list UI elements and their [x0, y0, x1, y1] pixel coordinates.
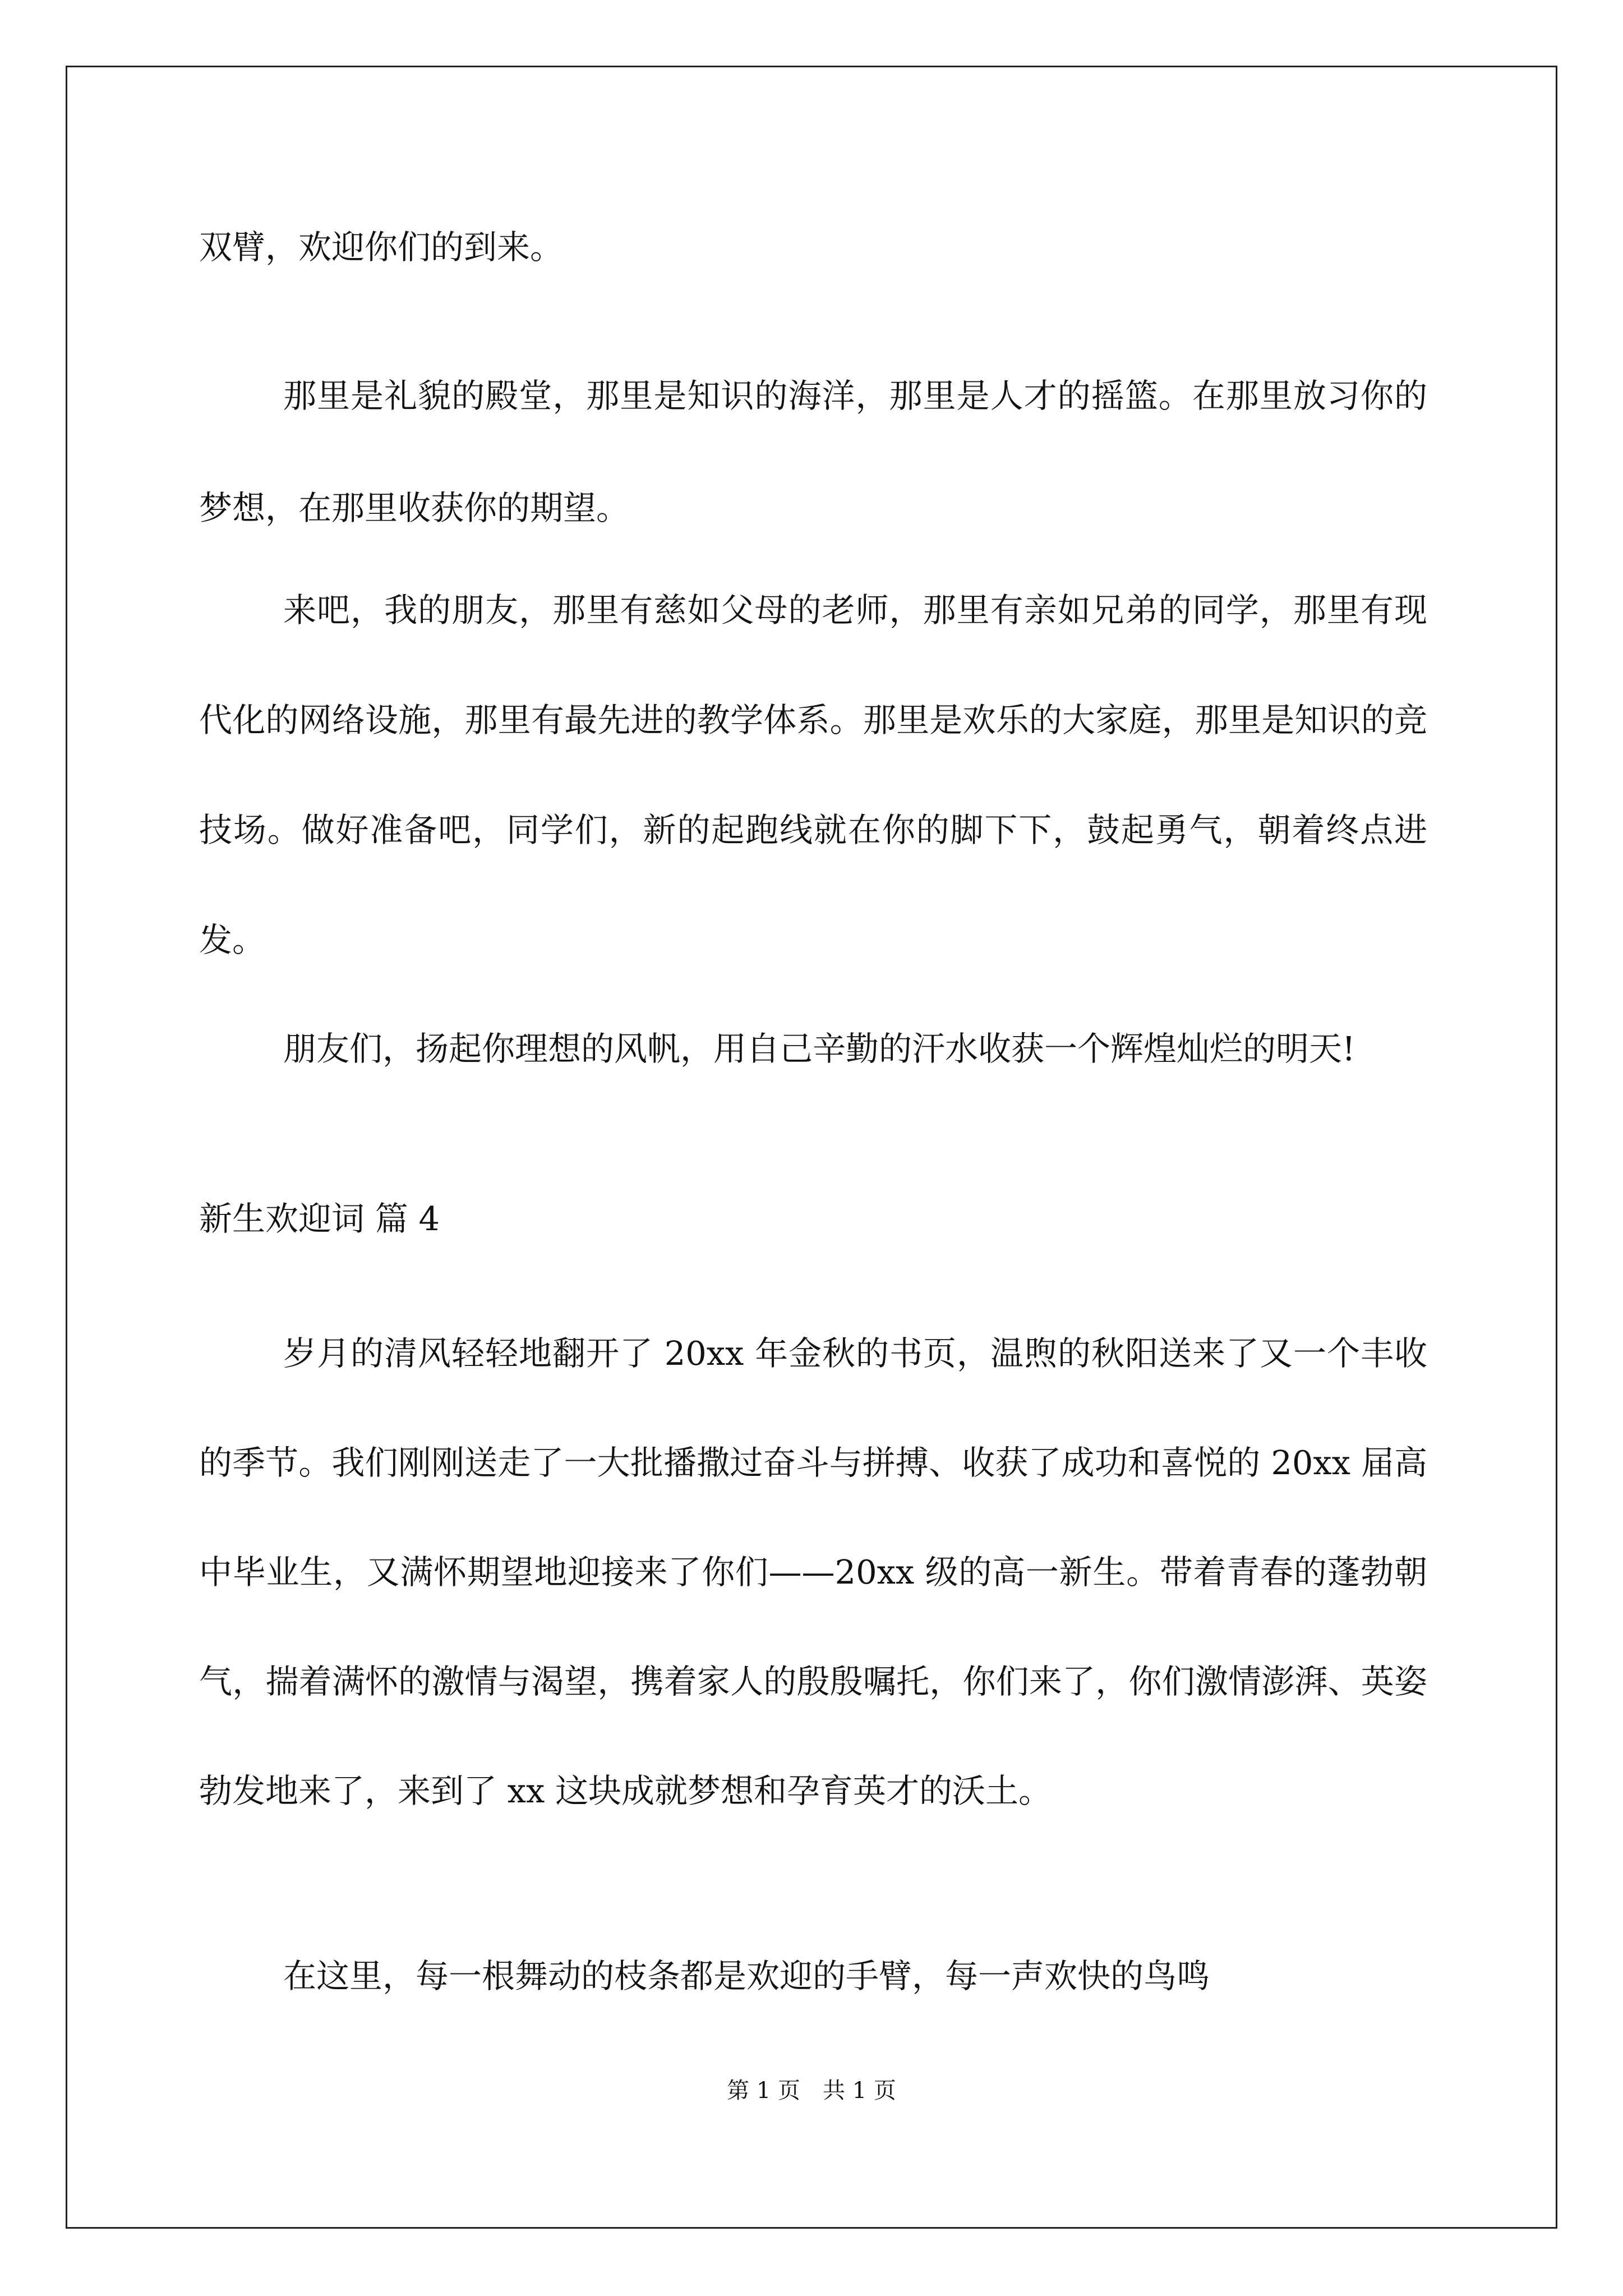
paragraph-2: 那里是礼貌的殿堂，那里是知识的海洋，那里是人才的摇篮。在那里放习你的梦想，在那里收获你的期望。	[199, 376, 1427, 527]
section-heading: 新生欢迎词 篇 4	[199, 1199, 440, 1238]
paragraph-1: 双臂，欢迎你们的到来。	[199, 228, 564, 266]
section-paragraph-2: 在这里，每一根舞动的枝条都是欢迎的手臂，每一声欢快的鸟鸣	[283, 1957, 1210, 1995]
paragraph-3: 来吧，我的朋友，那里有慈如父母的老师，那里有亲如兄弟的同学，那里有现代化的网络设施，那里有最先进的教学体系。那里是欢乐的大家庭，那里是知识的竞技场。做好准备吧，同学们，新的起跑线就在你的脚下下，鼓起勇气，朝着终点进发。	[199, 591, 1427, 959]
page-footer: 第 1 页 共 1 页	[727, 2078, 896, 2104]
paragraph-4: 朋友们，扬起你理想的风帆，用自己辛勤的汗水收获一个辉煌灿烂的明天!	[283, 1029, 1355, 1068]
section-paragraph-1: 岁月的清风轻轻地翻开了 20xx 年金秋的书页，温煦的秋阳送来了又一个丰收的季节。我们刚刚送走了一大批播撒过奋斗与拼搏、收获了成功和喜悦的 20xx 届高中毕业生，又满怀期望地迎接来了你们——20xx 级的高一新生。带着青春的蓬勃朝气，揣着满怀的激情与渴望，携着家人的殷殷嘱托，你们来了，你们激情澎湃、英姿勃发地来了，来到了 xx 这块成就梦想和孕育英才的沃土。	[199, 1334, 1427, 1810]
